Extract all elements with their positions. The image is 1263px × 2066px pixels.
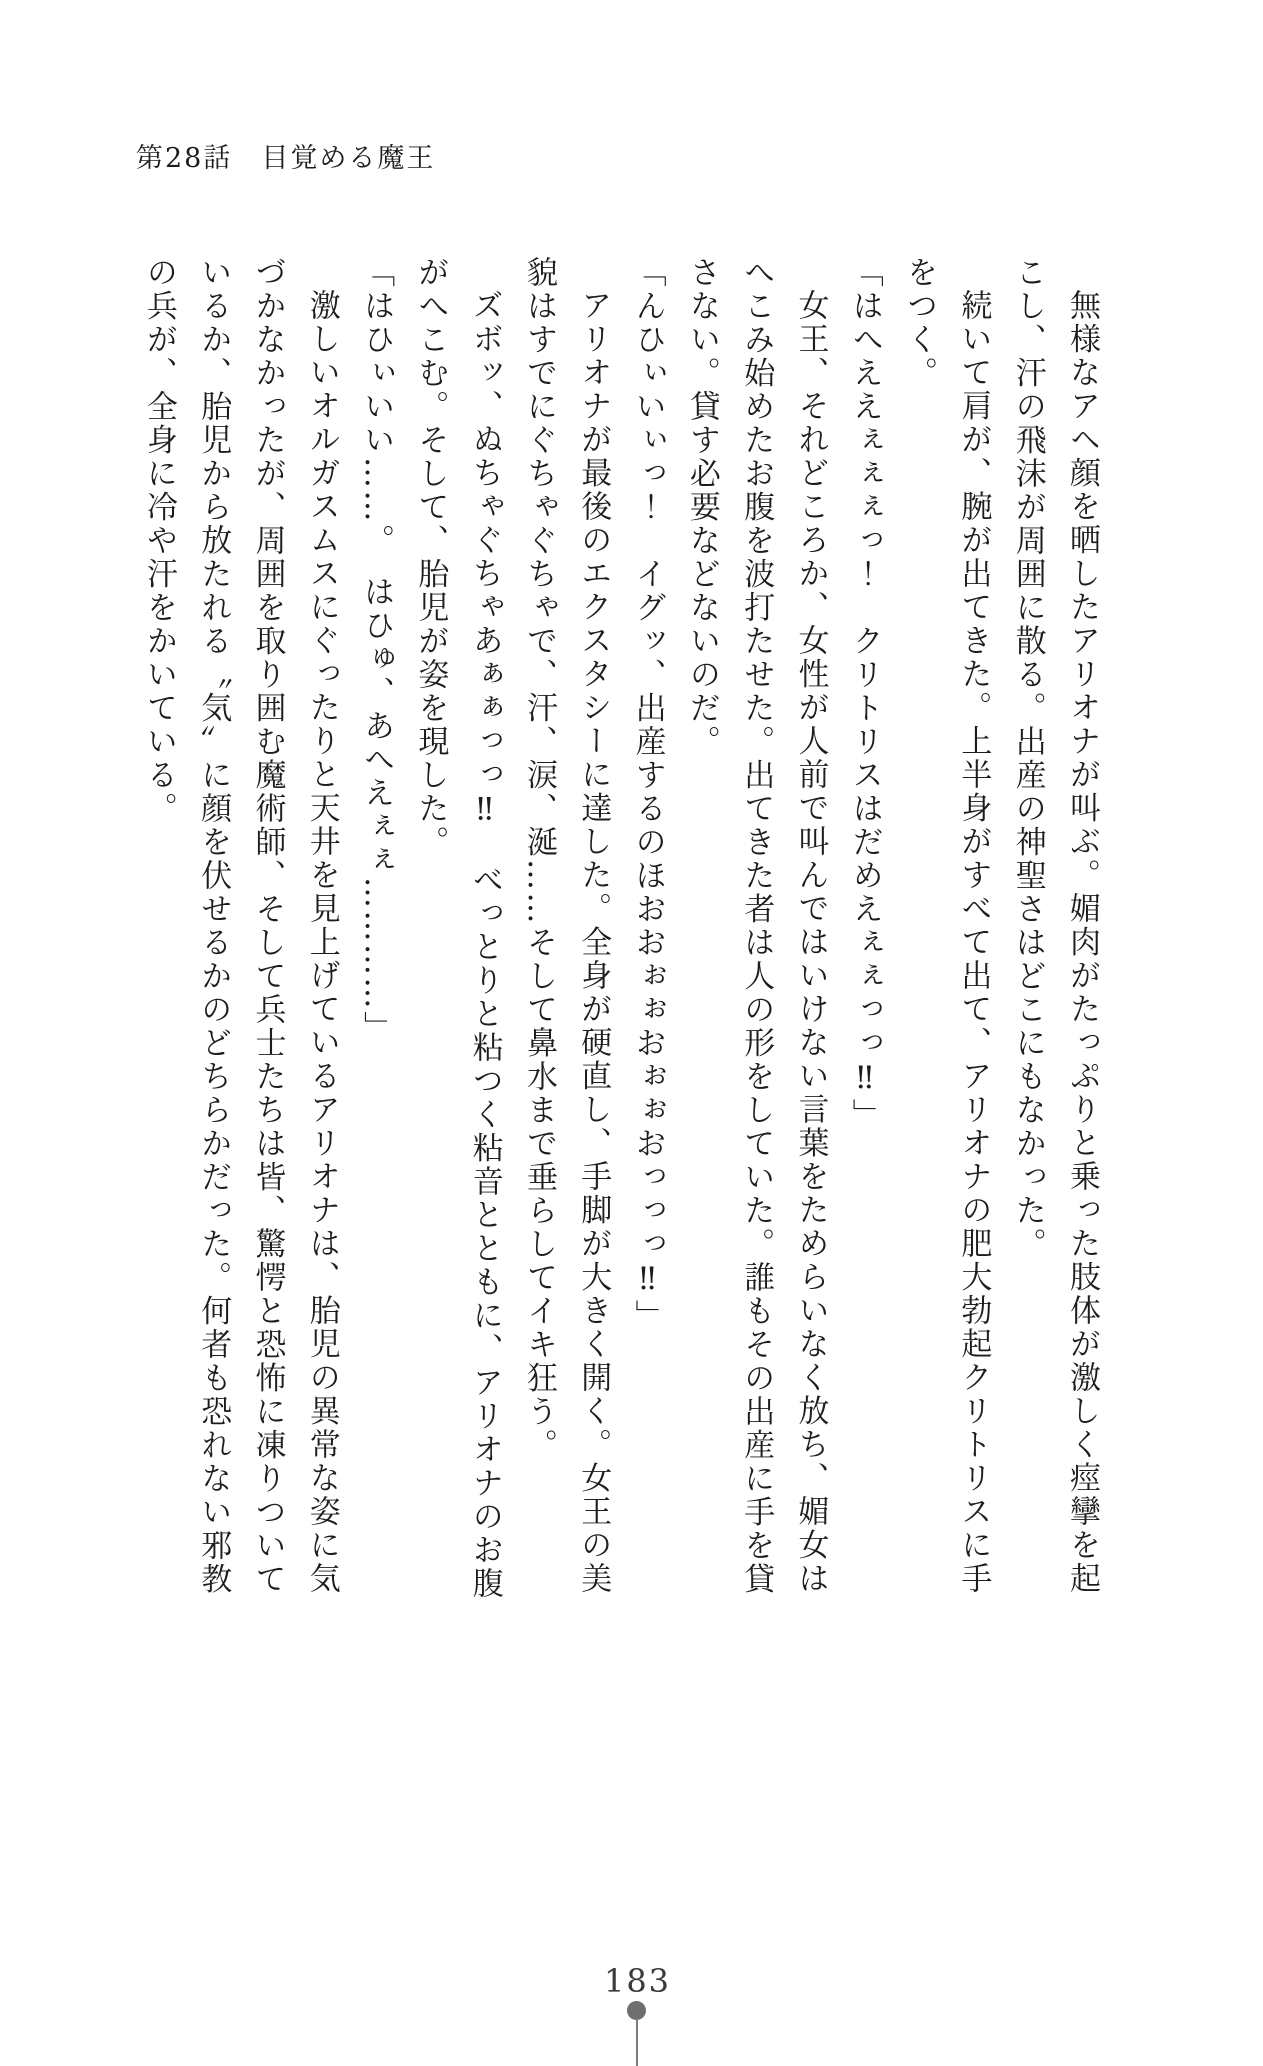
- text-column: 続いて肩が、腕が出てきた。上半身がすべて出て、アリオナの肥大勃起クリトリスに手: [955, 289, 992, 1596]
- text-column: をつく。: [901, 256, 938, 390]
- text-column: 貌はすでにぐちゃぐちゃで、汗、涙、涎……そして鼻水まで垂らしてイキ狂う。: [521, 256, 557, 1462]
- text-column: 「んひぃいぃっ！ イグッ、出産するのほおおぉぉおぉぉおっっっ‼」: [629, 256, 666, 1333]
- text-column: づかなかったが、周囲を取り囲む魔術師、そして兵士たちは皆、驚愕と恐怖に凍りついて: [249, 256, 286, 1596]
- text-column: の兵が、全身に冷や汗をかいている。: [140, 256, 177, 826]
- page-number: 183: [603, 1962, 672, 2000]
- text-column: アリオナが最後のエクスタシーに達した。全身が硬直し、手脚が大きく開く。女王の美: [575, 289, 612, 1596]
- text-column: へこみ始めたお腹を波打たせた。出てきた者は人の形をしていた。誰もその出産に手を貸: [738, 256, 775, 1596]
- text-column: 激しいオルガスムスにぐったりと天井を見上げているアリオナは、胎児の異常な姿に気: [303, 289, 340, 1596]
- text-column: 無様なアヘ顔を晒したアリオナが叫ぶ。媚肉がたっぷりと乗った肢体が激しく痙攣を起: [1064, 289, 1100, 1596]
- text-column: 「はひぃいい……。 はひゅ、あへえぇぇ…………」: [358, 256, 395, 1045]
- text-column: こし、汗の飛沫が周囲に散る。出産の神聖さはどこにもなかった。: [1009, 256, 1046, 1261]
- text-column: ズボッ、ぬちゃぐちゃあぁぁっっ‼ べっとりと粘つく粘音とともに、アリオナのお腹: [466, 289, 503, 1601]
- text-column: いるか、胎児から放たれる〝気〟に顔を伏せるかのどちらかだった。何者も恐れない邪教: [195, 256, 232, 1596]
- footer-ornament-line: [636, 2018, 638, 2066]
- text-column: さない。貸す必要などないのだ。: [683, 256, 720, 759]
- text-column: 女王、それどころか、女性が人前で叫んではいけない言葉をためらいなく放ち、媚女は: [792, 289, 829, 1596]
- text-column: がへこむ。そして、胎児が姿を現した。: [412, 256, 449, 859]
- chapter-title: 第28話 目覚める魔王: [136, 143, 436, 174]
- text-column: 「はへええぇぇぇっ！ クリトリスはだめえぇぇっっ‼」: [846, 256, 883, 1132]
